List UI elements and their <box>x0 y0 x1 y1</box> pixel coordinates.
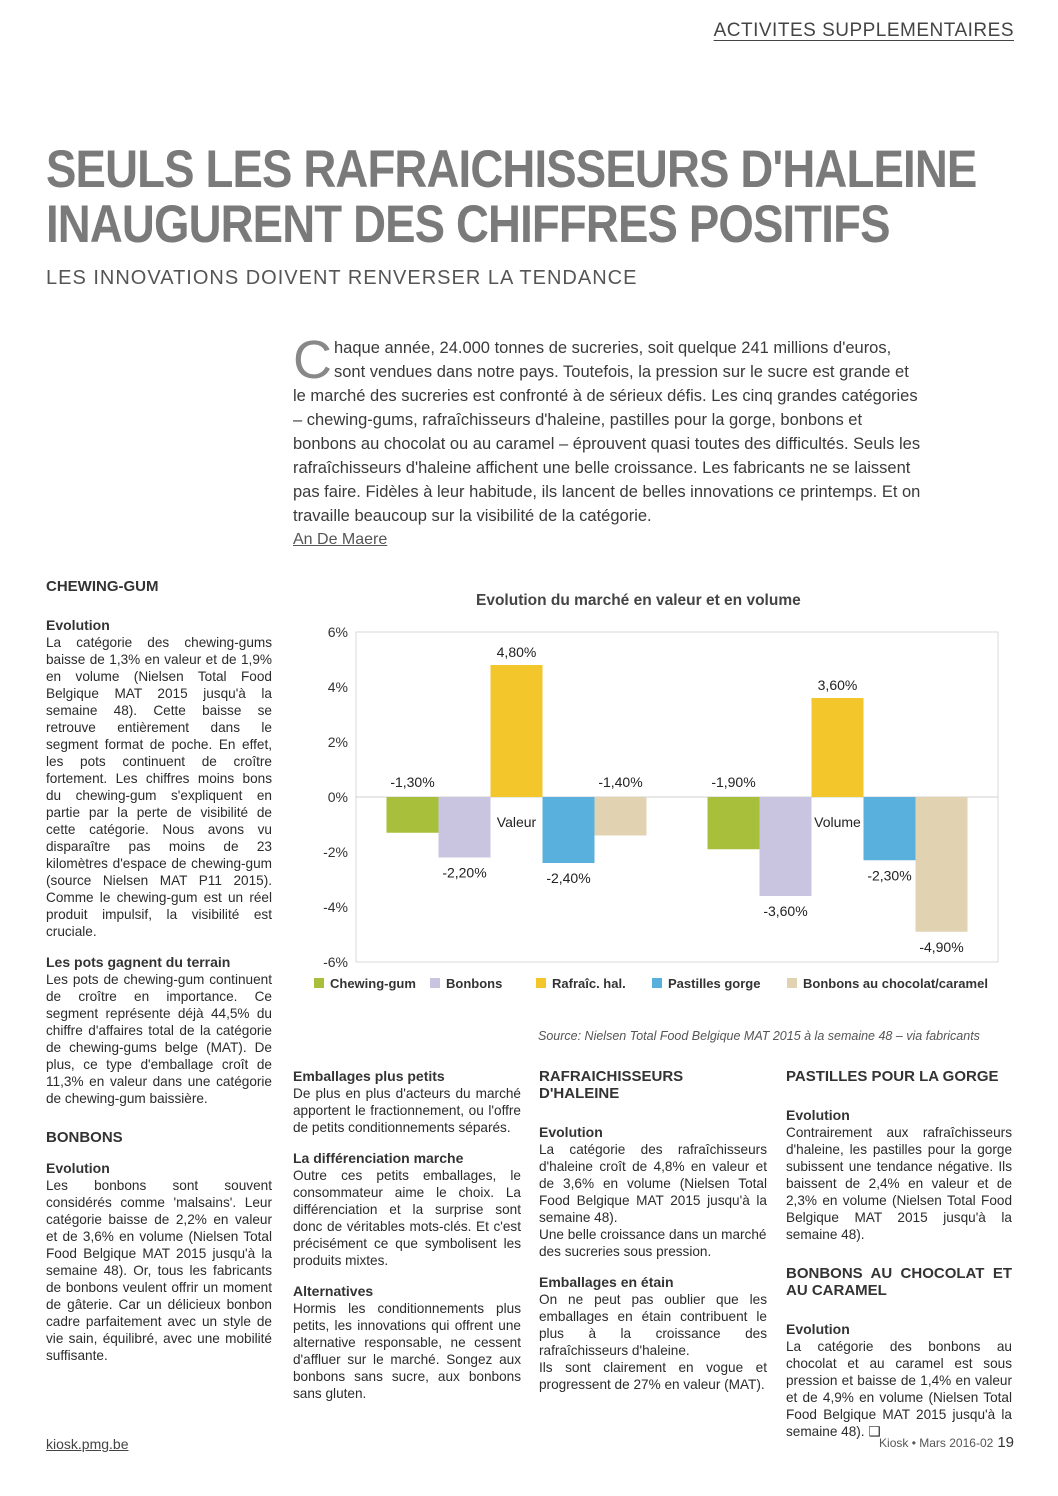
paragraph-alternatives: Hormis les conditionnements plus petits, les innovations qui offrent une alternative responsable, ne cessent d'affluer sur le marché. Songez aux bonbons sans sucre, aux bonbons sans gluten. <box>293 1301 521 1401</box>
heading-evolution: Evolution <box>539 1124 603 1140</box>
heading-evolution: Evolution <box>46 617 110 633</box>
legend-label: Bonbons <box>446 976 503 991</box>
heading-alternatives: Alternatives <box>293 1283 374 1299</box>
y-tick-label: -6% <box>323 954 348 970</box>
y-tick-label: 6% <box>327 624 348 640</box>
heading-evolution: Evolution <box>786 1107 850 1123</box>
bar <box>595 797 647 836</box>
page-title <box>46 142 1001 252</box>
bar <box>543 797 595 863</box>
bar <box>812 698 864 797</box>
data-label: -4,90% <box>919 938 964 955</box>
legend-swatch <box>536 978 546 988</box>
chart-title: Evolution du marché en valeur et en volume <box>476 592 801 609</box>
paragraph-vogue: Ils sont clairement en vogue et progressent de 27% en valeur (MAT). <box>539 1360 767 1392</box>
heading-evolution: Evolution <box>46 1160 110 1176</box>
data-label: 3,60% <box>817 677 858 693</box>
paragraph-chewing-gum: La catégorie des chewing-gums baisse de 1,3% en valeur et de 1,9% en volume (Nielsen Total Food Belgique MAT 2015 jusqu'à la semaine 48). Cette baisse se retrouve entièrement dans le segment format de poche. En effet, les pots continuent de croître fortement. Les chiffres moins bons du chewing-gum s'expliquent en partie par la perte de visibilité de cette catégorie. Nous avons vu disparaître pas moins de 23 kilomètres d'espace de chewing-gum (source Nielsen MAT P11 2015). Comme le chewing-gum est un réel produit impulsif, la visibilité est cruciale. <box>46 635 272 939</box>
column-3 <box>539 1068 767 1393</box>
column-1 <box>46 578 272 1364</box>
paragraph-croissance: Une belle croissance dans un marché des sucreries sous pression. <box>539 1227 767 1259</box>
heading-pastilles: PASTILLES POUR LA GORGE <box>786 1068 999 1085</box>
bar-chart <box>290 620 1012 1010</box>
paragraph-differenciation: Outre ces petits emballages, le consommateur aime le choix. La différenciation et la surprise sont donc de véritables mots-clés. Et c'est précisément ce que symbolisent les produits mixtes. <box>293 1168 521 1268</box>
paragraph-pots: Les pots de chewing-gum continuent de croître en importance. Ce segment représente déjà 44,5% du chiffre d'affaires total de la catégorie de chewing-gums belge (MAT). De plus, ce type d'emballage croît de 11,3% en valeur dans une catégorie de chewing-gum baissière. <box>46 972 272 1106</box>
data-label: -2,20% <box>442 864 487 881</box>
heading-evolution: Evolution <box>786 1321 850 1337</box>
bar <box>864 797 916 860</box>
y-tick-label: 0% <box>327 789 348 805</box>
y-tick-label: 2% <box>327 734 348 750</box>
paragraph-pastilles: Contrairement aux rafraîchisseurs d'haleine, les pastilles pour la gorge subissent une tendance négative. Ils baissent de 2,4% en valeur et de 2,3% en volume (Nielsen Total Food Belgique MAT 2015 jusqu'à la semaine 48). <box>786 1125 1012 1242</box>
legend-swatch <box>430 978 440 988</box>
chart-source: Source: Nielsen Total Food Belgique MAT 2015 à la semaine 48 – via fabricants <box>538 1029 980 1043</box>
legend-swatch <box>314 978 324 988</box>
data-label: -1,90% <box>711 774 756 790</box>
heading-differenciation: La différenciation marche <box>293 1150 464 1166</box>
data-label: -2,30% <box>867 867 912 884</box>
y-tick-label: -4% <box>323 899 348 915</box>
data-label: -1,30% <box>390 774 435 790</box>
footer-issue-text: Kiosk • Mars 2016-02 <box>879 1436 994 1450</box>
bar <box>491 665 543 797</box>
footer-site-link[interactable]: kiosk.pmg.be <box>46 1436 129 1452</box>
bar <box>708 797 760 849</box>
paragraph-bonbons: Les bonbons sont souvent considérés comme 'malsains'. Leur catégorie baisse de 2,2% en valeur et de 3,6% en volume (Nielsen Total Food Belgique MAT 2015 jusqu'à la semaine 48). Or, tous les fabricants de bonbons veulent offrir un moment de gâterie. Car un délicieux bonbon cadre parfaitement avec un style de vie sain, équilibré, avec une mobilité suffisante. <box>46 1178 272 1363</box>
category-label: Volume <box>814 814 861 830</box>
legend-label: Chewing-gum <box>330 976 416 991</box>
category-label: Valeur <box>496 814 537 830</box>
intro-text: haque année, 24.000 tonnes de sucreries, soit quelque 241 millions d'euros, sont vendues dans notre pays. Toutefois, la pression sur le sucre est grande et le marché des sucreries est confronté à de sérieux défis. Les cinq grandes catégories – chewing-gums, rafraîchisseurs d'haleine, pastilles pour la gorge, bonbons et bonbons au chocolat ou au caramel – éprouvent quasi toutes des difficultés. Seuls les rafraîchisseurs d'haleine affichent une belle croissance. Les fabricants ne se laissent pas faire. Fidèles à leur habitude, ils lancent de belles innovations ce printemps. Et on travaille beaucoup sur la visibilité de la catégorie. <box>293 339 921 525</box>
legend-label: Bonbons au chocolat/caramel <box>803 976 988 991</box>
data-label: -1,40% <box>598 774 643 790</box>
legend-label: Rafraîc. hal. <box>552 976 626 991</box>
heading-bonbons: BONBONS <box>46 1129 123 1146</box>
heading-pots: Les pots gagnent du terrain <box>46 954 231 970</box>
paragraph-chocolat-caramel: La catégorie des bonbons au chocolat et au caramel est sous pression et baisse de 1,4% en valeur et de 4,9% en volume (Nielsen Total Food Belgique MAT 2015 jusqu'à la semaine 48). ❑ <box>786 1339 1012 1439</box>
paragraph-etain: On ne peut pas oublier que les emballages en étain contribuent le plus à la croissance des rafraîchisseurs d'haleine. <box>539 1292 767 1358</box>
bar <box>916 797 968 932</box>
data-label: -2,40% <box>546 870 591 886</box>
y-tick-label: -2% <box>323 844 348 860</box>
page-subtitle: LES INNOVATIONS DOIVENT RENVERSER LA TENDANCE <box>46 267 638 289</box>
paragraph-emballages: De plus en plus d'acteurs du marché apportent le fractionnement, ou l'offre de petits conditionnements séparés. <box>293 1086 521 1135</box>
footer-issue <box>879 1434 1014 1451</box>
paragraph-rafraichisseurs: La catégorie des rafraîchisseurs d'haleine croît de 4,8% en valeur et de 3,6% en volume (Nielsen Total Food Belgique MAT 2015 jusqu'à la semaine 48). <box>539 1142 767 1225</box>
author-link[interactable]: An De Maere <box>293 531 388 548</box>
title-line-2: INAUGURENT DES CHIFFRES POSITIFS <box>46 195 890 254</box>
dropcap: C <box>293 330 332 390</box>
legend-swatch <box>787 978 797 988</box>
bar <box>760 797 812 896</box>
heading-chewing-gum: CHEWING-GUM <box>46 578 159 595</box>
column-4 <box>786 1068 1012 1440</box>
bar <box>439 797 491 858</box>
y-tick-label: 4% <box>327 679 348 695</box>
bar <box>387 797 439 833</box>
heading-emballages: Emballages plus petits <box>293 1068 445 1084</box>
title-line-1: SEULS LES RAFRAICHISSEURS D'HALEINE <box>46 140 977 199</box>
heading-rafraichisseurs: RAFRAICHISSEURS D'HALEINE <box>539 1068 684 1102</box>
page-number: 19 <box>997 1434 1014 1451</box>
intro-paragraph <box>293 330 923 528</box>
section-tag: ACTIVITES SUPPLEMENTAIRES <box>713 20 1014 41</box>
column-2 <box>293 1068 521 1402</box>
data-label: 4,80% <box>496 644 537 660</box>
heading-etain: Emballages en étain <box>539 1274 674 1290</box>
data-label: -3,60% <box>763 903 808 919</box>
heading-chocolat-caramel: BONBONS AU CHOCOLAT ET AU CARAMEL <box>786 1265 1012 1299</box>
legend-swatch <box>652 978 662 988</box>
legend-label: Pastilles gorge <box>668 976 761 991</box>
